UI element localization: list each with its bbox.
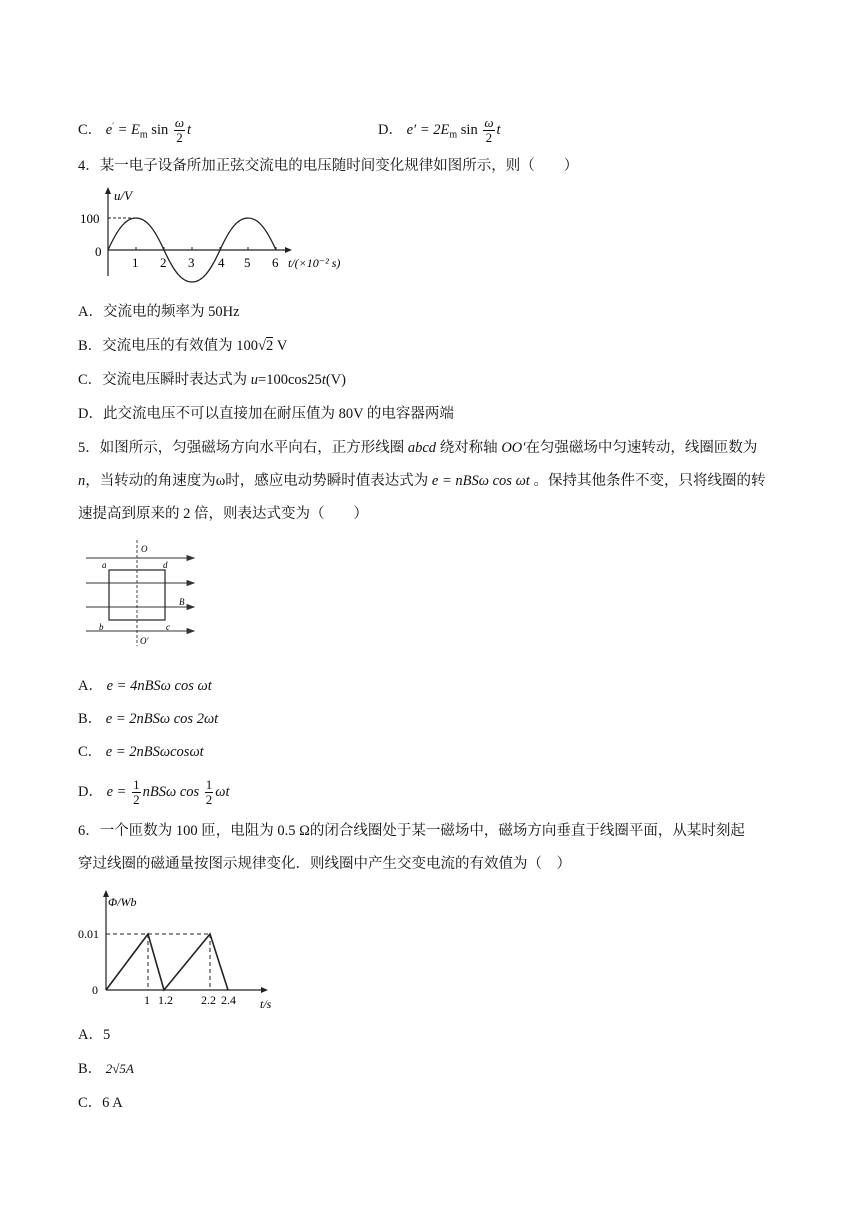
q3-d-lhs: e′ xyxy=(406,121,417,138)
q4-y-tick: 100 xyxy=(80,211,100,226)
q4-x-label: t/(×10⁻² s) xyxy=(288,256,341,270)
q5-stem-line3: 速提高到原来的 2 倍，则表达式变为（ ） xyxy=(78,506,368,522)
q5-option-b[interactable]: B． e = 2nBSω cos 2ωt xyxy=(78,711,219,727)
q6-stem-line2: 穿过线圈的磁通量按图示规律变化．则线圈中产生交变电流的有效值为（ ） xyxy=(78,856,571,872)
q6-x-label: t/s xyxy=(260,997,272,1010)
svg-text:O′: O′ xyxy=(140,636,149,646)
q4-voltage-graph xyxy=(78,186,378,286)
q4-option-c[interactable]: C．交流电压瞬时表达式为 u=100cos25t(V) xyxy=(78,372,346,388)
q4-x-tick: 5 xyxy=(244,255,251,270)
q4-option-d[interactable]: D．此交流电压不可以直接加在耐压值为 80V 的电容器两端 xyxy=(78,406,454,422)
q3-d-mid: = 2E xyxy=(419,121,450,138)
q6-flux-graph xyxy=(78,888,298,1010)
q5-option-c[interactable]: C． e = 2nBSωcosωt xyxy=(78,744,204,760)
q4-x-tick: 6 xyxy=(272,255,279,270)
q6-option-b[interactable]: B． 2√5A xyxy=(78,1061,134,1077)
q4-option-a[interactable]: A．交流电的频率为 50Hz xyxy=(78,304,240,320)
q6-x-tick: 1.2 xyxy=(158,993,173,1007)
q3-c-lhs: e xyxy=(105,121,113,138)
q6-origin: 0 xyxy=(92,983,98,997)
q6-stem-line1: 6．一个匝数为 100 匝，电阻为 0.5 Ω的闭合线圈处于某一磁场中，磁场方向垂直于线圈平面，从某时刻起 xyxy=(78,823,745,839)
svg-text:b: b xyxy=(99,622,104,632)
q5-coil-diagram xyxy=(84,538,204,648)
q3-option-d[interactable]: D． $e' = 2E_m$ sin $\frac{\omega}{2}$ t xyxy=(378,115,501,145)
q5-stem-line2: n，当转动的角速度为ω时，感应电动势瞬时值表达式为 e = nBSω cos ωt 。保持其他条件不变，只将线圈的转 xyxy=(78,473,766,489)
q4-origin: 0 xyxy=(95,244,102,259)
q6-y-label: Φ/Wb xyxy=(108,895,137,909)
q3-c-mid: = E xyxy=(117,121,140,138)
q6-x-tick: 2.2 xyxy=(201,993,216,1007)
q4-stem: 4．某一电子设备所加正弦交流电的电压随时间变化规律如图所示，则（ ） xyxy=(78,158,579,174)
q3-d-fraction: $\frac{\omega}{2}$ xyxy=(484,115,494,145)
svg-text:O: O xyxy=(141,544,148,554)
q5-option-d[interactable]: D． e = $\frac{1}{2}$ nBSω cos $\frac{1}{2}$ ωt xyxy=(78,777,230,807)
q4-x-tick: 3 xyxy=(188,255,195,270)
q6-x-tick: 1 xyxy=(144,993,150,1007)
q5-stem-line1: 5．如图所示，匀强磁场方向水平向右，正方形线圈 abcd 绕对称轴 OO′在匀强磁场中匀速转动，线圈匝数为 xyxy=(78,440,758,456)
svg-text:d: d xyxy=(163,560,168,570)
svg-text:a: a xyxy=(102,560,107,570)
q6-x-tick: 2.4 xyxy=(221,993,236,1007)
q3-option-c[interactable]: C． $e' = E_m$ sin $\frac{\omega}{2}$ t xyxy=(78,115,192,145)
q6-option-c[interactable]: C．6 A xyxy=(78,1095,123,1111)
q4-x-tick: 4 xyxy=(218,255,225,270)
q5-option-a[interactable]: A． e = 4nBSω cos ωt xyxy=(78,678,212,694)
q4-y-label: u/V xyxy=(114,188,133,203)
svg-text:B: B xyxy=(179,597,185,607)
q6-y-tick: 0.01 xyxy=(78,927,99,941)
q4-option-b[interactable]: B．交流电压的有效值为 100√2 V xyxy=(78,338,288,354)
q4-x-tick: 2 xyxy=(160,255,167,270)
sqrt-sign: √ xyxy=(258,338,267,354)
q6-option-a[interactable]: A．5 xyxy=(78,1027,111,1043)
q4-x-tick: 1 xyxy=(132,255,139,270)
q3-c-fraction: $\frac{\omega}{2}$ xyxy=(174,115,185,145)
svg-text:c: c xyxy=(166,622,170,632)
